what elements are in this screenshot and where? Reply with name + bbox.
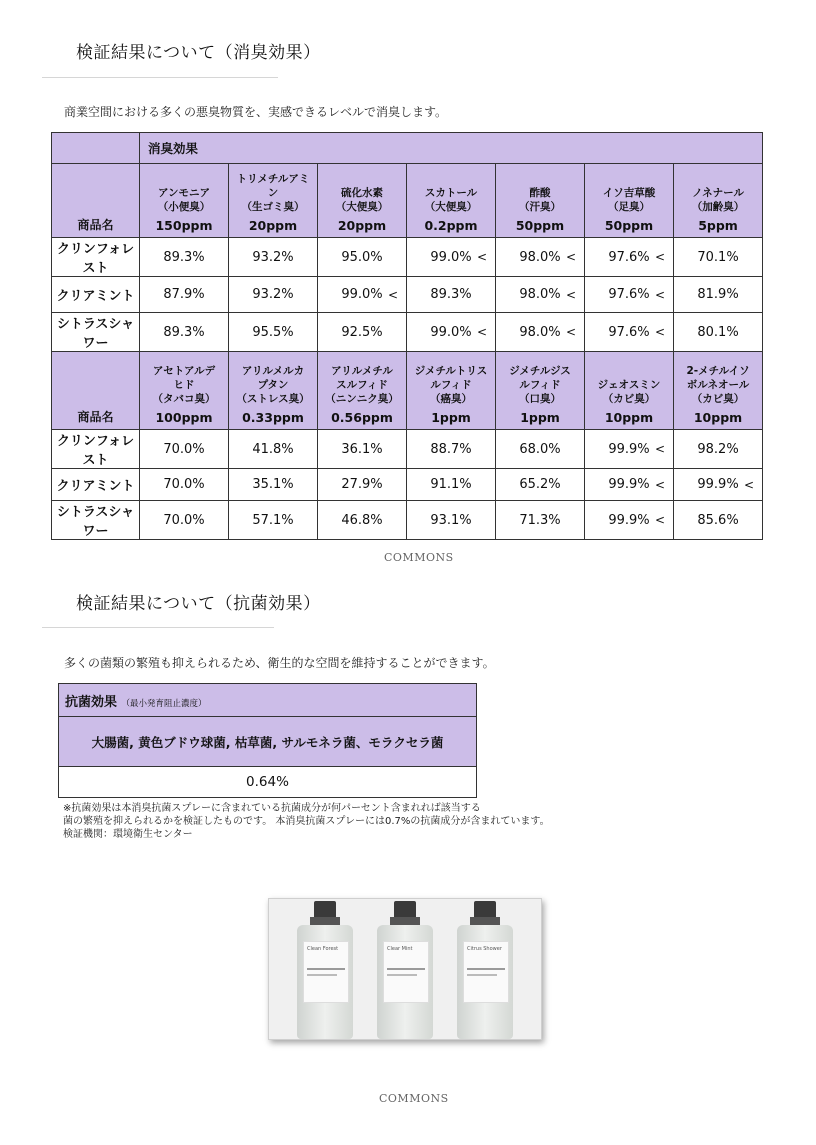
table-cell xyxy=(585,469,674,501)
cell-value: 95.0% xyxy=(341,249,383,265)
table-cell xyxy=(140,430,229,469)
section2-title: 検証結果について（抗菌効果） xyxy=(76,594,321,614)
product-column-header xyxy=(52,164,140,238)
table-cell xyxy=(140,313,229,352)
antibacterial-table xyxy=(58,683,477,798)
compound-header xyxy=(229,352,318,430)
table-cell xyxy=(674,430,763,469)
cell-value: 99.0% xyxy=(430,249,472,265)
cell-value: 85.6% xyxy=(697,512,739,528)
cell-value: 98.0% xyxy=(519,324,561,340)
note-line-1: ※抗菌効果は本消臭抗菌スプレーに含まれている抗菌成分が何パーセント含まれれば該当する xyxy=(63,803,481,814)
note-line-2: 菌の繁殖を抑えられるかを検証したものです。 本消臭抗菌スプレーには0.7%の抗菌成分が含まれています。 xyxy=(63,816,550,827)
compound-header-row xyxy=(52,164,763,238)
compound-header xyxy=(496,164,585,238)
less-than-mark: < xyxy=(387,287,398,302)
compound-header xyxy=(674,164,763,238)
less-than-mark: < xyxy=(654,442,665,456)
deodorize-header: 消臭効果 xyxy=(140,133,763,164)
table-cell xyxy=(318,430,407,469)
table-cell xyxy=(585,238,674,277)
table-cell xyxy=(140,469,229,501)
compound-concentration: 10ppm xyxy=(604,410,654,425)
table-cell xyxy=(407,469,496,501)
bacteria-list: 大腸菌, 黄色ブドウ球菌, 枯草菌, サルモネラ菌、モラクセラ菌 xyxy=(59,717,477,767)
cell-value: 68.0% xyxy=(519,441,561,457)
less-than-mark: < xyxy=(654,287,665,302)
cell-value: 70.0% xyxy=(163,512,205,528)
note-line-3: 検証機関：環境衛生センター xyxy=(63,829,193,840)
table-cell xyxy=(674,313,763,352)
cell-value: 99.9% xyxy=(608,477,650,492)
less-than-mark: < xyxy=(565,287,576,302)
table-row xyxy=(52,277,763,313)
cell-value: 98.0% xyxy=(519,249,561,265)
compound-concentration: 0.56ppm xyxy=(331,410,393,425)
table-cell xyxy=(407,313,496,352)
compound-header xyxy=(585,352,674,430)
compound-name: アリルメルカ プタン （ストレス臭） xyxy=(236,365,310,405)
compound-concentration: 1ppm xyxy=(431,410,471,425)
table-cell xyxy=(496,313,585,352)
cell-value: 91.1% xyxy=(430,477,472,492)
table-cell xyxy=(496,430,585,469)
table-row xyxy=(52,501,763,540)
table-cell xyxy=(318,277,407,313)
cell-value: 99.9% xyxy=(697,477,739,492)
table-cell xyxy=(229,501,318,540)
cell-value: 99.9% xyxy=(608,512,650,528)
table-cell xyxy=(140,277,229,313)
compound-name: ノネナール （加齢臭） xyxy=(691,187,745,213)
cell-value: 97.6% xyxy=(608,324,650,340)
deodorize-table xyxy=(51,132,763,540)
less-than-mark: < xyxy=(744,477,755,492)
section1-intro: 商業空間における多くの悪臭物質を、実感できるレベルで消臭します。 xyxy=(64,105,448,119)
table-cell xyxy=(585,430,674,469)
product-name: シトラスシャワー xyxy=(52,313,140,352)
table-cell xyxy=(585,313,674,352)
cell-value: 89.3% xyxy=(163,249,205,265)
compound-header xyxy=(318,352,407,430)
product-column-label: 商品名 xyxy=(77,218,114,232)
compound-header xyxy=(318,164,407,238)
compound-name: トリメチルアミ ン （生ゴミ臭） xyxy=(236,173,310,213)
table-cell xyxy=(140,501,229,540)
cell-value: 99.0% xyxy=(341,287,383,302)
table-cell xyxy=(318,313,407,352)
compound-concentration: 150ppm xyxy=(155,218,213,233)
table-cell xyxy=(229,313,318,352)
compound-header xyxy=(407,164,496,238)
compound-concentration: 0.2ppm xyxy=(424,218,478,233)
compound-concentration: 50ppm xyxy=(604,218,654,233)
antibacterial-value: 0.64% xyxy=(59,767,477,798)
product-name: クリンフォレスト xyxy=(52,238,140,277)
cell-value: 57.1% xyxy=(252,512,294,528)
table-cell xyxy=(496,469,585,501)
table-cell xyxy=(585,501,674,540)
cell-value: 97.6% xyxy=(608,287,650,302)
less-than-mark: < xyxy=(654,513,665,527)
less-than-mark: < xyxy=(654,477,665,492)
compound-concentration: 1ppm xyxy=(520,410,560,425)
table-row xyxy=(52,313,763,352)
compound-header xyxy=(407,352,496,430)
table-cell xyxy=(318,238,407,277)
cell-value: 36.1% xyxy=(341,441,383,457)
table-cell xyxy=(407,430,496,469)
table-cell xyxy=(674,501,763,540)
compound-name: 酢酸 （汗臭） xyxy=(519,187,561,213)
compound-header xyxy=(140,164,229,238)
table-cell xyxy=(674,238,763,277)
compound-name: 2-メチルイソ ボルネオール （カビ臭） xyxy=(686,365,750,405)
less-than-mark: < xyxy=(476,325,487,339)
compound-concentration: 10ppm xyxy=(693,410,743,425)
cell-value: 88.7% xyxy=(430,441,472,457)
table-cell xyxy=(407,238,496,277)
table-cell xyxy=(674,469,763,501)
table-row xyxy=(52,430,763,469)
less-than-mark: < xyxy=(565,325,576,339)
compound-name: ジメチルジス ルフィド （口臭） xyxy=(509,365,571,405)
cell-value: 89.3% xyxy=(430,287,472,302)
compound-name: イソ吉草酸 （足臭） xyxy=(602,187,656,213)
product-name: クリアミント xyxy=(52,469,140,501)
table-row xyxy=(52,469,763,501)
bottle-label-1: Clean Forest xyxy=(307,946,339,952)
product-name: クリンフォレスト xyxy=(52,430,140,469)
commons-label-1: COMMONS xyxy=(384,551,454,564)
compound-name: ジメチルトリス ルフィド （癌臭） xyxy=(414,365,488,405)
table-cell xyxy=(496,238,585,277)
cell-value: 89.3% xyxy=(163,324,205,340)
compound-header xyxy=(140,352,229,430)
commons-label-2: COMMONS xyxy=(379,1092,449,1105)
product-column-header xyxy=(52,352,140,430)
antibacterial-header-sub: （最小発育阻止濃度） xyxy=(121,698,207,709)
compound-name: 硫化水素 （大便臭） xyxy=(335,187,389,213)
antibacterial-header xyxy=(59,684,477,717)
cell-value: 41.8% xyxy=(252,441,294,457)
table-cell xyxy=(585,277,674,313)
table-row xyxy=(52,238,763,277)
compound-header xyxy=(229,164,318,238)
cell-value: 71.3% xyxy=(519,512,561,528)
cell-value: 93.1% xyxy=(430,512,472,528)
compound-name: アンモニア （小便臭） xyxy=(157,187,211,213)
cell-value: 80.1% xyxy=(697,324,739,340)
cell-value: 93.2% xyxy=(252,249,294,265)
compound-concentration: 0.33ppm xyxy=(242,410,304,425)
table-cell xyxy=(674,277,763,313)
cell-value: 98.2% xyxy=(697,441,739,457)
corner-cell xyxy=(52,133,140,164)
bottle-label-3: Citrus Shower xyxy=(467,946,502,952)
cell-value: 35.1% xyxy=(252,477,294,492)
compound-name: アリルメチル スルフィド （ニンニク臭） xyxy=(325,365,399,405)
cell-value: 70.0% xyxy=(163,441,205,457)
compound-header xyxy=(674,352,763,430)
product-name: クリアミント xyxy=(52,277,140,313)
compound-header xyxy=(585,164,674,238)
cell-value: 92.5% xyxy=(341,324,383,340)
compound-concentration: 50ppm xyxy=(515,218,565,233)
table-cell xyxy=(229,277,318,313)
cell-value: 46.8% xyxy=(341,512,383,528)
table-cell xyxy=(318,501,407,540)
cell-value: 99.9% xyxy=(608,441,650,457)
compound-header-row xyxy=(52,352,763,430)
section2-intro: 多くの菌類の繁殖も抑えられるため、衛生的な空間を維持することができます。 xyxy=(64,656,495,670)
compound-name: アセトアルデ ヒド （タバコ臭） xyxy=(152,365,216,405)
table-cell xyxy=(496,277,585,313)
compound-name: ジェオスミン （カビ臭） xyxy=(597,379,661,405)
section1-title: 検証結果について（消臭効果） xyxy=(76,43,321,63)
cell-value: 97.6% xyxy=(608,249,650,265)
cell-value: 70.1% xyxy=(697,249,739,265)
table-cell xyxy=(229,430,318,469)
section2-divider xyxy=(42,627,274,628)
table-cell xyxy=(407,277,496,313)
compound-concentration: 20ppm xyxy=(337,218,387,233)
section1-divider xyxy=(42,77,278,78)
product-photo xyxy=(268,898,542,1040)
bottle-label-2: Clear Mint xyxy=(387,946,413,952)
table-cell xyxy=(229,469,318,501)
product-name: シトラスシャワー xyxy=(52,501,140,540)
compound-name: スカトール （大便臭） xyxy=(424,187,478,213)
table-cell xyxy=(407,501,496,540)
cell-value: 99.0% xyxy=(430,324,472,340)
cell-value: 27.9% xyxy=(341,477,383,492)
compound-concentration: 5ppm xyxy=(698,218,738,233)
product-column-label: 商品名 xyxy=(77,410,114,424)
cell-value: 95.5% xyxy=(252,324,294,340)
table-cell xyxy=(496,501,585,540)
table-cell xyxy=(140,238,229,277)
less-than-mark: < xyxy=(476,250,487,264)
compound-concentration: 100ppm xyxy=(155,410,213,425)
cell-value: 87.9% xyxy=(163,287,205,302)
antibacterial-header-label: 抗菌効果 xyxy=(65,694,118,710)
compound-header xyxy=(496,352,585,430)
antibacterial-notes xyxy=(63,802,550,841)
cell-value: 93.2% xyxy=(252,287,294,302)
cell-value: 70.0% xyxy=(163,477,205,492)
cell-value: 98.0% xyxy=(519,287,561,302)
table-cell xyxy=(318,469,407,501)
less-than-mark: < xyxy=(565,250,576,264)
cell-value: 65.2% xyxy=(519,477,561,492)
less-than-mark: < xyxy=(654,250,665,264)
compound-concentration: 20ppm xyxy=(248,218,298,233)
less-than-mark: < xyxy=(654,325,665,339)
table-cell xyxy=(229,238,318,277)
cell-value: 81.9% xyxy=(697,287,739,302)
